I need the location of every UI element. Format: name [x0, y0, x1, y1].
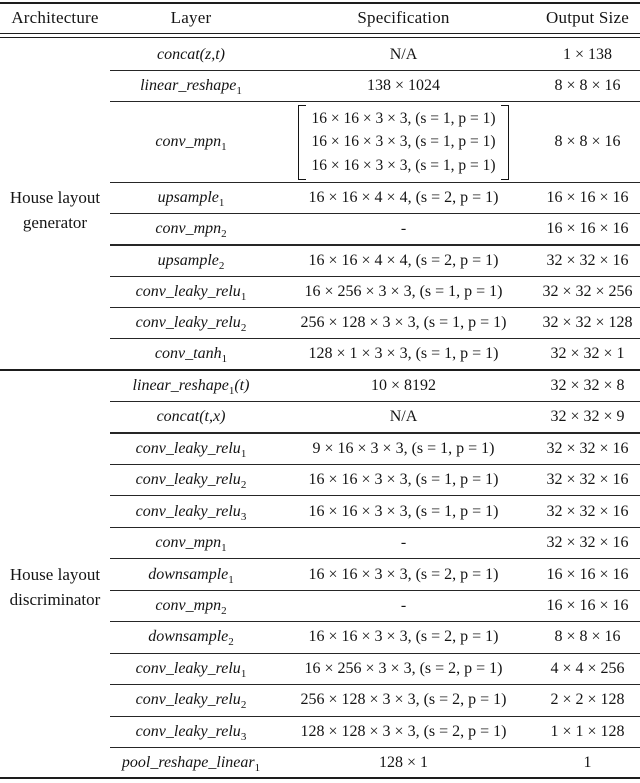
table-row	[0, 308, 640, 339]
output-value: 4 × 4 × 256	[550, 659, 625, 677]
output-cell	[535, 534, 640, 552]
output-cell	[535, 408, 640, 426]
layer-name-subscript: 2	[221, 228, 227, 241]
output-cell	[535, 314, 640, 332]
spec-cell	[272, 754, 535, 772]
spec-cell	[272, 283, 535, 301]
architecture-label-line: House layout	[9, 565, 101, 584]
output-value: 16 × 16 × 16	[546, 220, 629, 238]
layer-name	[155, 220, 227, 241]
layer-cell	[110, 534, 272, 555]
output-cell	[535, 597, 640, 615]
layer-name-subscript: 2	[240, 479, 247, 492]
matrix-bracket-right-icon	[501, 105, 509, 180]
spec-cell	[272, 440, 535, 458]
output-value: 1 × 138	[562, 45, 613, 63]
layer-cell	[110, 628, 272, 649]
output-cell	[535, 566, 640, 584]
spec-cell	[272, 691, 535, 709]
table-row	[0, 339, 640, 370]
spec-cell	[272, 503, 535, 521]
spec-cell	[272, 252, 535, 270]
architecture-label	[0, 185, 110, 235]
output-value: 1	[583, 754, 592, 772]
table-header-row	[0, 0, 640, 36]
spec-value: 16 × 256 × 3 × 3, (s = 2, p = 1)	[304, 659, 503, 677]
architecture-label-line: generator	[22, 213, 88, 232]
spec-value: 16 × 256 × 3 × 3, (s = 1, p = 1)	[304, 282, 503, 300]
spec-value: 16 × 16 × 4 × 4, (s = 2, p = 1)	[308, 251, 499, 269]
layer-cell	[110, 377, 272, 395]
output-value: 32 × 32 × 256	[542, 282, 633, 300]
spec-value: 16 × 16 × 4 × 4, (s = 2, p = 1)	[308, 189, 499, 207]
layer-name	[148, 628, 234, 649]
spec-matrix-line: 16 × 16 × 3 × 3, (s = 1, p = 1)	[311, 156, 496, 174]
layer-name-subscript: 1	[240, 447, 247, 460]
output-value: 2 × 2 × 128	[550, 691, 625, 709]
layer-cell	[110, 314, 272, 335]
output-cell	[535, 46, 640, 64]
table-row	[0, 401, 640, 432]
layer-name-base: concat	[157, 45, 200, 63]
output-value: 32 × 32 × 1	[550, 345, 625, 363]
spec-value: -	[400, 597, 407, 615]
layer-cell	[110, 440, 272, 458]
output-value: 16 × 16 × 16	[546, 189, 629, 207]
spec-cell	[272, 220, 535, 238]
table-row	[0, 276, 640, 307]
layer-name-base: conv_mpn	[155, 597, 222, 615]
layer-name	[155, 597, 227, 618]
layer-cell	[110, 471, 272, 492]
output-value: 32 × 32 × 16	[546, 251, 629, 269]
architecture-label	[0, 562, 110, 612]
table-row	[0, 527, 640, 558]
layer-name-subscript: 3	[240, 510, 247, 523]
spec-cell	[272, 314, 535, 332]
header-double-rule-1	[0, 33, 640, 34]
layer-name-base: downsample	[148, 565, 229, 583]
layer-name	[157, 408, 226, 425]
layer-name	[157, 189, 225, 210]
table-bottom-rule	[0, 777, 640, 779]
layer-name-base: conv_leaky_relu	[135, 439, 241, 457]
spec-cell	[272, 723, 535, 741]
output-cell	[535, 283, 640, 301]
layer-name-base: concat	[156, 408, 200, 426]
output-cell	[535, 691, 640, 709]
layer-name-subscript: 1	[236, 85, 242, 98]
output-cell	[535, 377, 640, 395]
matrix-bracket-left-icon	[298, 105, 306, 180]
spec-matrix-lines	[311, 107, 495, 177]
output-cell	[535, 133, 640, 151]
layer-cell	[110, 659, 272, 681]
layer-name-subscript: 2	[218, 259, 225, 272]
spec-cell	[272, 566, 535, 584]
spec-value: 16 × 16 × 3 × 3, (s = 2, p = 1)	[308, 628, 499, 646]
spec-value: 128 × 128 × 3 × 3, (s = 2, p = 1)	[300, 722, 507, 740]
output-cell	[535, 440, 640, 458]
header-double-rule-2	[0, 37, 640, 38]
layer-name-args: (t,x)	[199, 408, 226, 426]
spec-cell	[272, 345, 535, 363]
table-body	[0, 39, 640, 779]
section-divider-rule	[0, 369, 640, 371]
layer-name-base: conv_mpn	[155, 220, 222, 238]
table-row	[0, 622, 640, 653]
spec-cell	[272, 189, 535, 207]
layer-name-base: upsample	[157, 189, 219, 207]
layer-name	[135, 722, 247, 744]
layer-cell	[110, 754, 272, 775]
layer-name	[154, 345, 228, 366]
output-value: 32 × 32 × 16	[546, 471, 629, 489]
table-row	[0, 716, 640, 747]
table-row	[0, 102, 640, 183]
spec-value: 16 × 16 × 3 × 3, (s = 1, p = 1)	[308, 471, 499, 489]
layer-cell	[110, 503, 272, 521]
layer-name-base: linear_reshape	[132, 376, 229, 394]
table-row	[0, 433, 640, 464]
layer-name	[135, 471, 247, 492]
layer-name-subscript: 1	[218, 197, 225, 210]
layer-name	[148, 565, 234, 586]
layer-cell	[110, 252, 272, 270]
output-value: 8 × 8 × 16	[554, 628, 621, 646]
layer-name-base: conv_mpn	[155, 534, 222, 552]
layer-name	[135, 659, 247, 681]
output-cell	[535, 503, 640, 521]
layer-cell	[110, 691, 272, 712]
spec-value: 9 × 16 × 3 × 3, (s = 1, p = 1)	[312, 439, 495, 457]
output-value: 16 × 16 × 16	[546, 565, 629, 583]
table-row	[0, 370, 640, 401]
spec-cell	[272, 471, 535, 489]
output-cell	[535, 660, 640, 678]
spec-value: 128 × 1 × 3 × 3, (s = 1, p = 1)	[308, 345, 499, 363]
table-row	[0, 464, 640, 495]
spec-value: -	[400, 220, 407, 238]
layer-name	[155, 133, 227, 154]
layer-name-base: linear_reshape	[140, 76, 237, 94]
spec-matrix-line: 16 × 16 × 3 × 3, (s = 1, p = 1)	[311, 133, 496, 151]
layer-name	[132, 376, 250, 397]
layer-name-base: conv_leaky_relu	[135, 282, 241, 300]
output-cell	[535, 77, 640, 95]
layer-name-subscript: 2	[228, 636, 234, 649]
layer-name-base: downsample	[148, 628, 229, 646]
header-cell-specification: Specification	[357, 8, 450, 27]
spec-cell	[272, 534, 535, 552]
output-cell	[535, 723, 640, 741]
layer-name-subscript: 1	[221, 141, 227, 154]
layer-name-subscript: 2	[221, 605, 227, 618]
spec-cell	[272, 660, 535, 678]
layer-name-subscript: 2	[240, 322, 247, 335]
layer-name	[135, 502, 247, 523]
layer-name-args: (t)	[234, 376, 250, 394]
layer-name-subscript: 1	[240, 668, 247, 681]
table-row	[0, 245, 640, 276]
layer-cell	[110, 133, 272, 154]
layer-cell	[110, 722, 272, 744]
layer-cell	[110, 345, 272, 366]
spec-cell	[272, 105, 535, 180]
layer-name-base: conv_leaky_relu	[135, 691, 241, 709]
architecture-label-line: House layout	[9, 188, 101, 207]
spec-value: 256 × 128 × 3 × 3, (s = 1, p = 1)	[300, 314, 507, 332]
spec-matrix-line: 16 × 16 × 3 × 3, (s = 1, p = 1)	[311, 109, 496, 127]
output-value: 32 × 32 × 16	[546, 439, 629, 457]
layer-name-base: conv_mpn	[155, 133, 222, 150]
output-value: 8 × 8 × 16	[554, 133, 621, 150]
layer-name-subscript: 1	[221, 353, 228, 366]
layer-name-subscript: 1	[254, 762, 261, 775]
spec-value: 128 × 1	[378, 754, 429, 772]
spec-value: N/A	[389, 408, 418, 426]
output-value: 8 × 8 × 16	[554, 76, 621, 94]
layer-name-base: conv_leaky_relu	[135, 502, 241, 520]
spec-cell	[272, 377, 535, 395]
spec-cell	[272, 597, 535, 615]
layer-name	[135, 314, 247, 335]
layer-cell	[110, 282, 272, 304]
layer-name-base: conv_tanh	[154, 345, 222, 363]
output-cell	[535, 471, 640, 489]
layer-name-subscript: 1	[240, 291, 247, 304]
layer-name-subscript: 3	[240, 731, 247, 744]
layer-name-base: conv_leaky_relu	[135, 471, 241, 489]
table-row	[0, 70, 640, 101]
layer-name-subscript: 1	[228, 573, 234, 586]
output-value: 32 × 32 × 16	[546, 534, 629, 552]
layer-name	[155, 534, 227, 555]
layer-name-base: conv_leaky_relu	[135, 722, 241, 740]
spec-cell	[272, 628, 535, 646]
layer-cell	[110, 566, 272, 584]
layer-name	[140, 76, 242, 98]
output-cell	[535, 189, 640, 207]
layer-name	[135, 439, 247, 460]
output-cell	[535, 252, 640, 270]
layer-cell	[110, 46, 272, 64]
spec-value: 138 × 1024	[366, 76, 441, 94]
spec-value: 16 × 16 × 3 × 3, (s = 1, p = 1)	[308, 502, 499, 520]
output-cell	[535, 345, 640, 363]
layer-name-args: (z,t)	[199, 45, 225, 63]
spec-value: 16 × 16 × 3 × 3, (s = 2, p = 1)	[308, 565, 499, 583]
spec-value: N/A	[389, 45, 418, 63]
table-row	[0, 685, 640, 716]
layer-name-subscript: 2	[240, 699, 247, 712]
spec-value: 256 × 128 × 3 × 3, (s = 2, p = 1)	[300, 691, 507, 709]
architecture-label-line: discriminator	[9, 590, 101, 609]
spec-cell	[272, 46, 535, 64]
output-cell	[535, 754, 640, 772]
table-row	[0, 39, 640, 70]
spec-cell	[272, 77, 535, 95]
layer-name	[121, 754, 261, 775]
header-cell-architecture: Architecture	[11, 8, 99, 27]
layer-name	[135, 282, 247, 304]
table-row	[0, 653, 640, 684]
output-value: 1 × 1 × 128	[550, 722, 625, 740]
output-cell	[535, 220, 640, 238]
layer-name-base: upsample	[157, 251, 219, 269]
layer-name	[157, 46, 225, 63]
header-cell-output-size: Output Size	[546, 8, 629, 27]
output-value: 16 × 16 × 16	[546, 597, 629, 615]
layer-name-base: conv_leaky_relu	[135, 659, 241, 677]
layer-cell	[110, 189, 272, 210]
layer-name	[157, 251, 225, 272]
spec-value: 10 × 8192	[370, 376, 437, 394]
layer-cell	[110, 76, 272, 98]
layer-name-base: conv_leaky_relu	[135, 314, 241, 332]
layer-cell	[110, 408, 272, 426]
layer-name-subscript: 1	[228, 384, 235, 397]
output-value: 32 × 32 × 16	[546, 502, 629, 520]
table-row	[0, 748, 640, 779]
layer-cell	[110, 597, 272, 618]
layer-name	[135, 691, 247, 712]
layer-cell	[110, 220, 272, 241]
output-value: 32 × 32 × 9	[550, 408, 625, 426]
layer-name-subscript: 1	[221, 542, 227, 555]
output-value: 32 × 32 × 128	[542, 314, 633, 332]
spec-value: -	[400, 534, 407, 552]
spec-matrix	[272, 105, 535, 180]
output-cell	[535, 628, 640, 646]
table-row	[0, 496, 640, 527]
header-cell-layer: Layer	[170, 8, 212, 27]
layer-name-base: pool_reshape_linear	[121, 754, 255, 772]
spec-cell	[272, 408, 535, 426]
output-value: 32 × 32 × 8	[550, 376, 625, 394]
